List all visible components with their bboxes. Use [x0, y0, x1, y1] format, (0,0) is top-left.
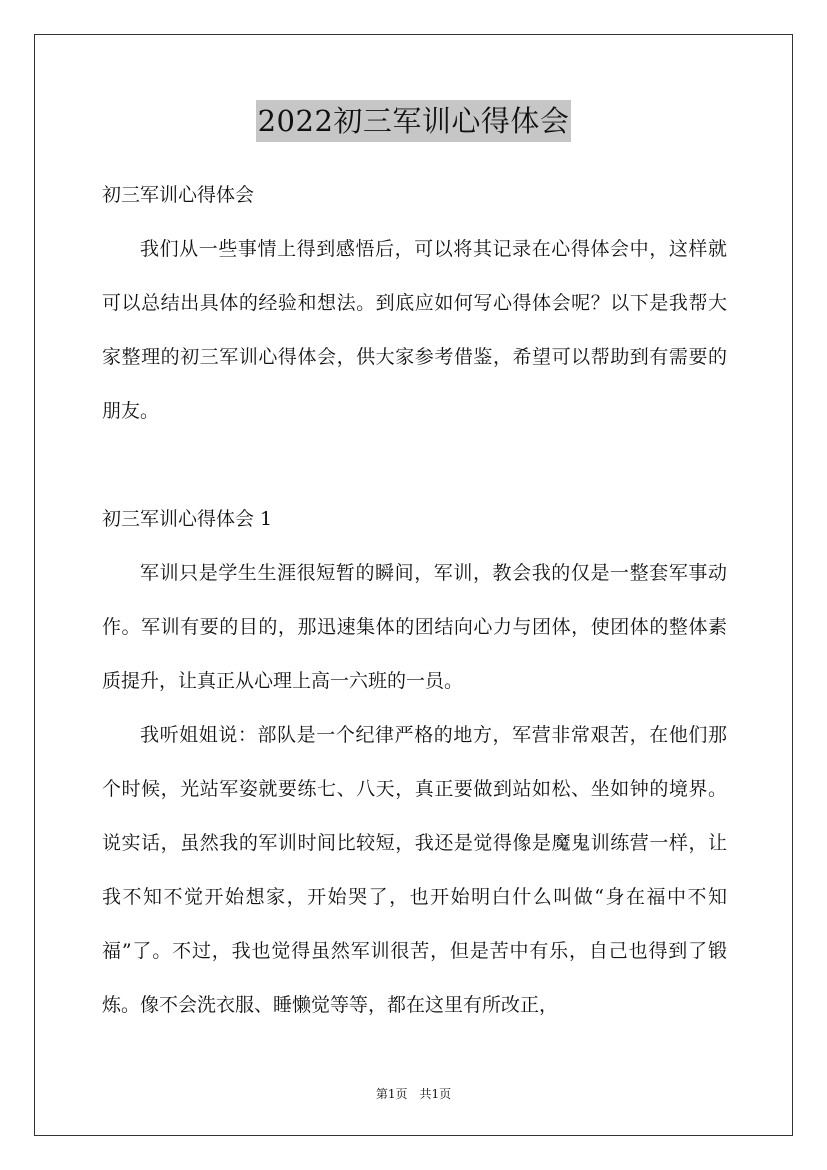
document-title[interactable]: 2022初三军训心得体会 — [256, 100, 572, 142]
document-body — [102, 168, 727, 1032]
title-container — [0, 100, 827, 142]
paragraph-spacer — [102, 438, 727, 492]
page-total: 共1页 — [419, 1087, 452, 1101]
intro-paragraph: 我们从一些事情上得到感悟后，可以将其记录在心得体会中，这样就可以总结出具体的经验和想法。到底应如何写心得体会呢？以下是我帮大家整理的初三军训心得体会，供大家参考借鉴，希望可以帮助到有需要的朋友。 — [102, 238, 727, 422]
document-subtitle: 初三军训心得体会 — [102, 184, 255, 206]
page-number: 第1页 — [375, 1087, 408, 1101]
section-heading: 初三军训心得体会 1 — [102, 508, 273, 530]
page-footer — [0, 1086, 827, 1102]
body-paragraph: 军训只是学生生涯很短暂的瞬间，军训，教会我的仅是一整套军事动作。军训有要的目的，那迅速集体的团结向心力与团体，使团体的整体素质提升，让真正从心理上高一六班的一员。 — [102, 562, 727, 692]
body-paragraph: 我听姐姐说：部队是一个纪律严格的地方，军营非常艰苦，在他们那个时候，光站军姿就要练七、八天，真正要做到站如松、坐如钟的境界。说实话，虽然我的军训时间比较短，我还是觉得像是魔鬼训练营一样，让我不知不觉开始想家，开始哭了，也开始明白什么叫做“身在福中不知福”了。不过，我也觉得虽然军训很苦，但是苦中有乐，自己也得到了锻炼。像不会洗衣服、睡懒觉等等，都在这里有所改正， — [102, 724, 727, 1016]
